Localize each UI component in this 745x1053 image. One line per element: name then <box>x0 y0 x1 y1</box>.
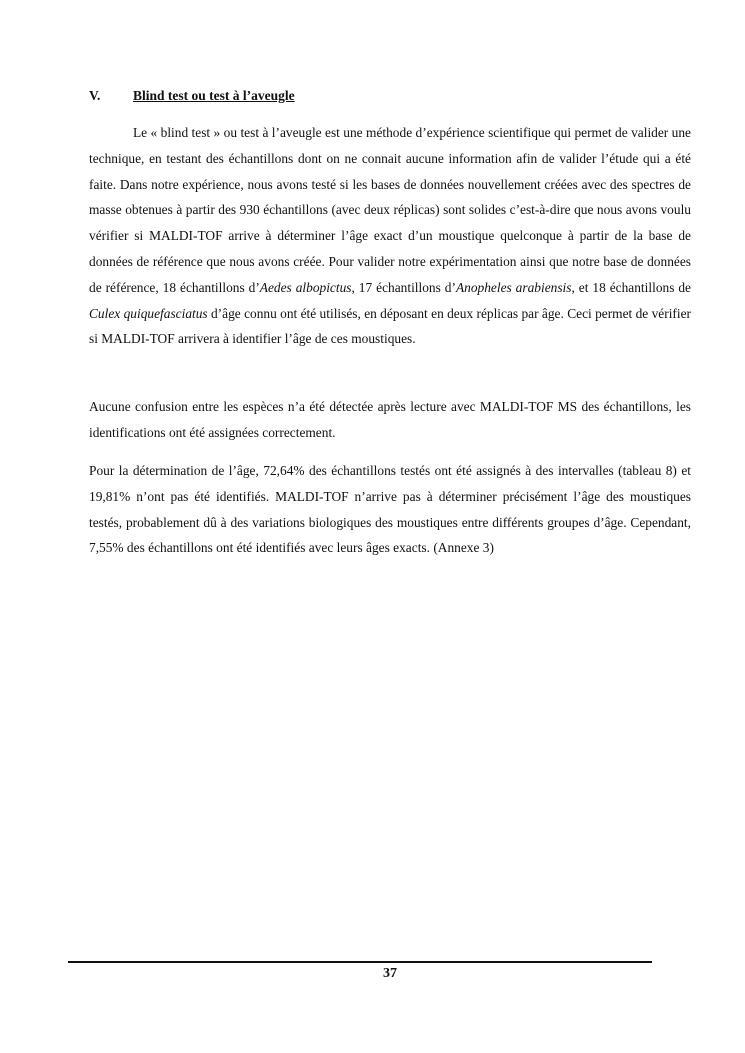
page-number: 37 <box>383 966 397 981</box>
section-heading <box>89 88 295 104</box>
paragraph-blind-test-intro <box>89 120 691 352</box>
paragraph-species-identification <box>89 394 691 446</box>
paragraph-text: Pour la détermination de l’âge, 72,64% des échantillons testés ont été assignés à des intervalles (tableau 8) et 19,81% n’ont pas été identifiés. MALDI-TOF n’arrive pas à déterminer précisément l’âge des moustiques testés, probablement dû à des variations biologiques des moustiques entre différents groupes d’âge. Cependant, 7,55% des échantillons ont été identifiés avec leurs âges exacts. (Annexe 3) <box>89 463 691 556</box>
paragraph-text: Aucune confusion entre les espèces n’a été détectée après lecture avec MALDI-TOF MS des échantillons, les identifications ont été assignées correctement. <box>89 399 691 440</box>
species-name: Anopheles arabiensis <box>455 279 572 295</box>
paragraph-age-determination <box>89 458 691 561</box>
footer-rule <box>68 961 652 963</box>
paragraph-text: d’âge connu ont été utilisés, en déposant en deux réplicas par âge. Ceci permet de vérifier si MALDI-TOF arrivera à identifier l’âge de ces moustiques. <box>89 305 691 347</box>
section-title: Blind test ou test à l’aveugle <box>133 88 295 103</box>
paragraph-text: , 17 échantillons d’ <box>351 279 456 295</box>
paragraph-text: Le « blind test » ou test à l’aveugle est une méthode d’expérience scientifique qui permet de valider une technique, en testant des échantillons dont on ne connait aucune information afin de valider l’étude qui a été faite. Dans notre expérience, nous avons testé si les bases de données nouvellement créées avec des spectres de masse obtenues à partir des 930 échantillons (avec deux réplicas) sont solides c’est-à-dire que nous avons voulu vérifier si MALDI-TOF arrive à déterminer l’âge exact d’un moustique quelconque à partir de la base de données de référence que nous avons créée. Pour valider notre expérimentation ainsi que notre base de données de référence, 18 échantillons d’ <box>89 125 691 295</box>
species-name: Culex quiquefasciatus <box>89 305 208 321</box>
species-name: Aedes albopictus <box>259 279 352 295</box>
section-number: V. <box>89 88 101 103</box>
paragraph-text: , et 18 échantillons de <box>571 279 691 295</box>
